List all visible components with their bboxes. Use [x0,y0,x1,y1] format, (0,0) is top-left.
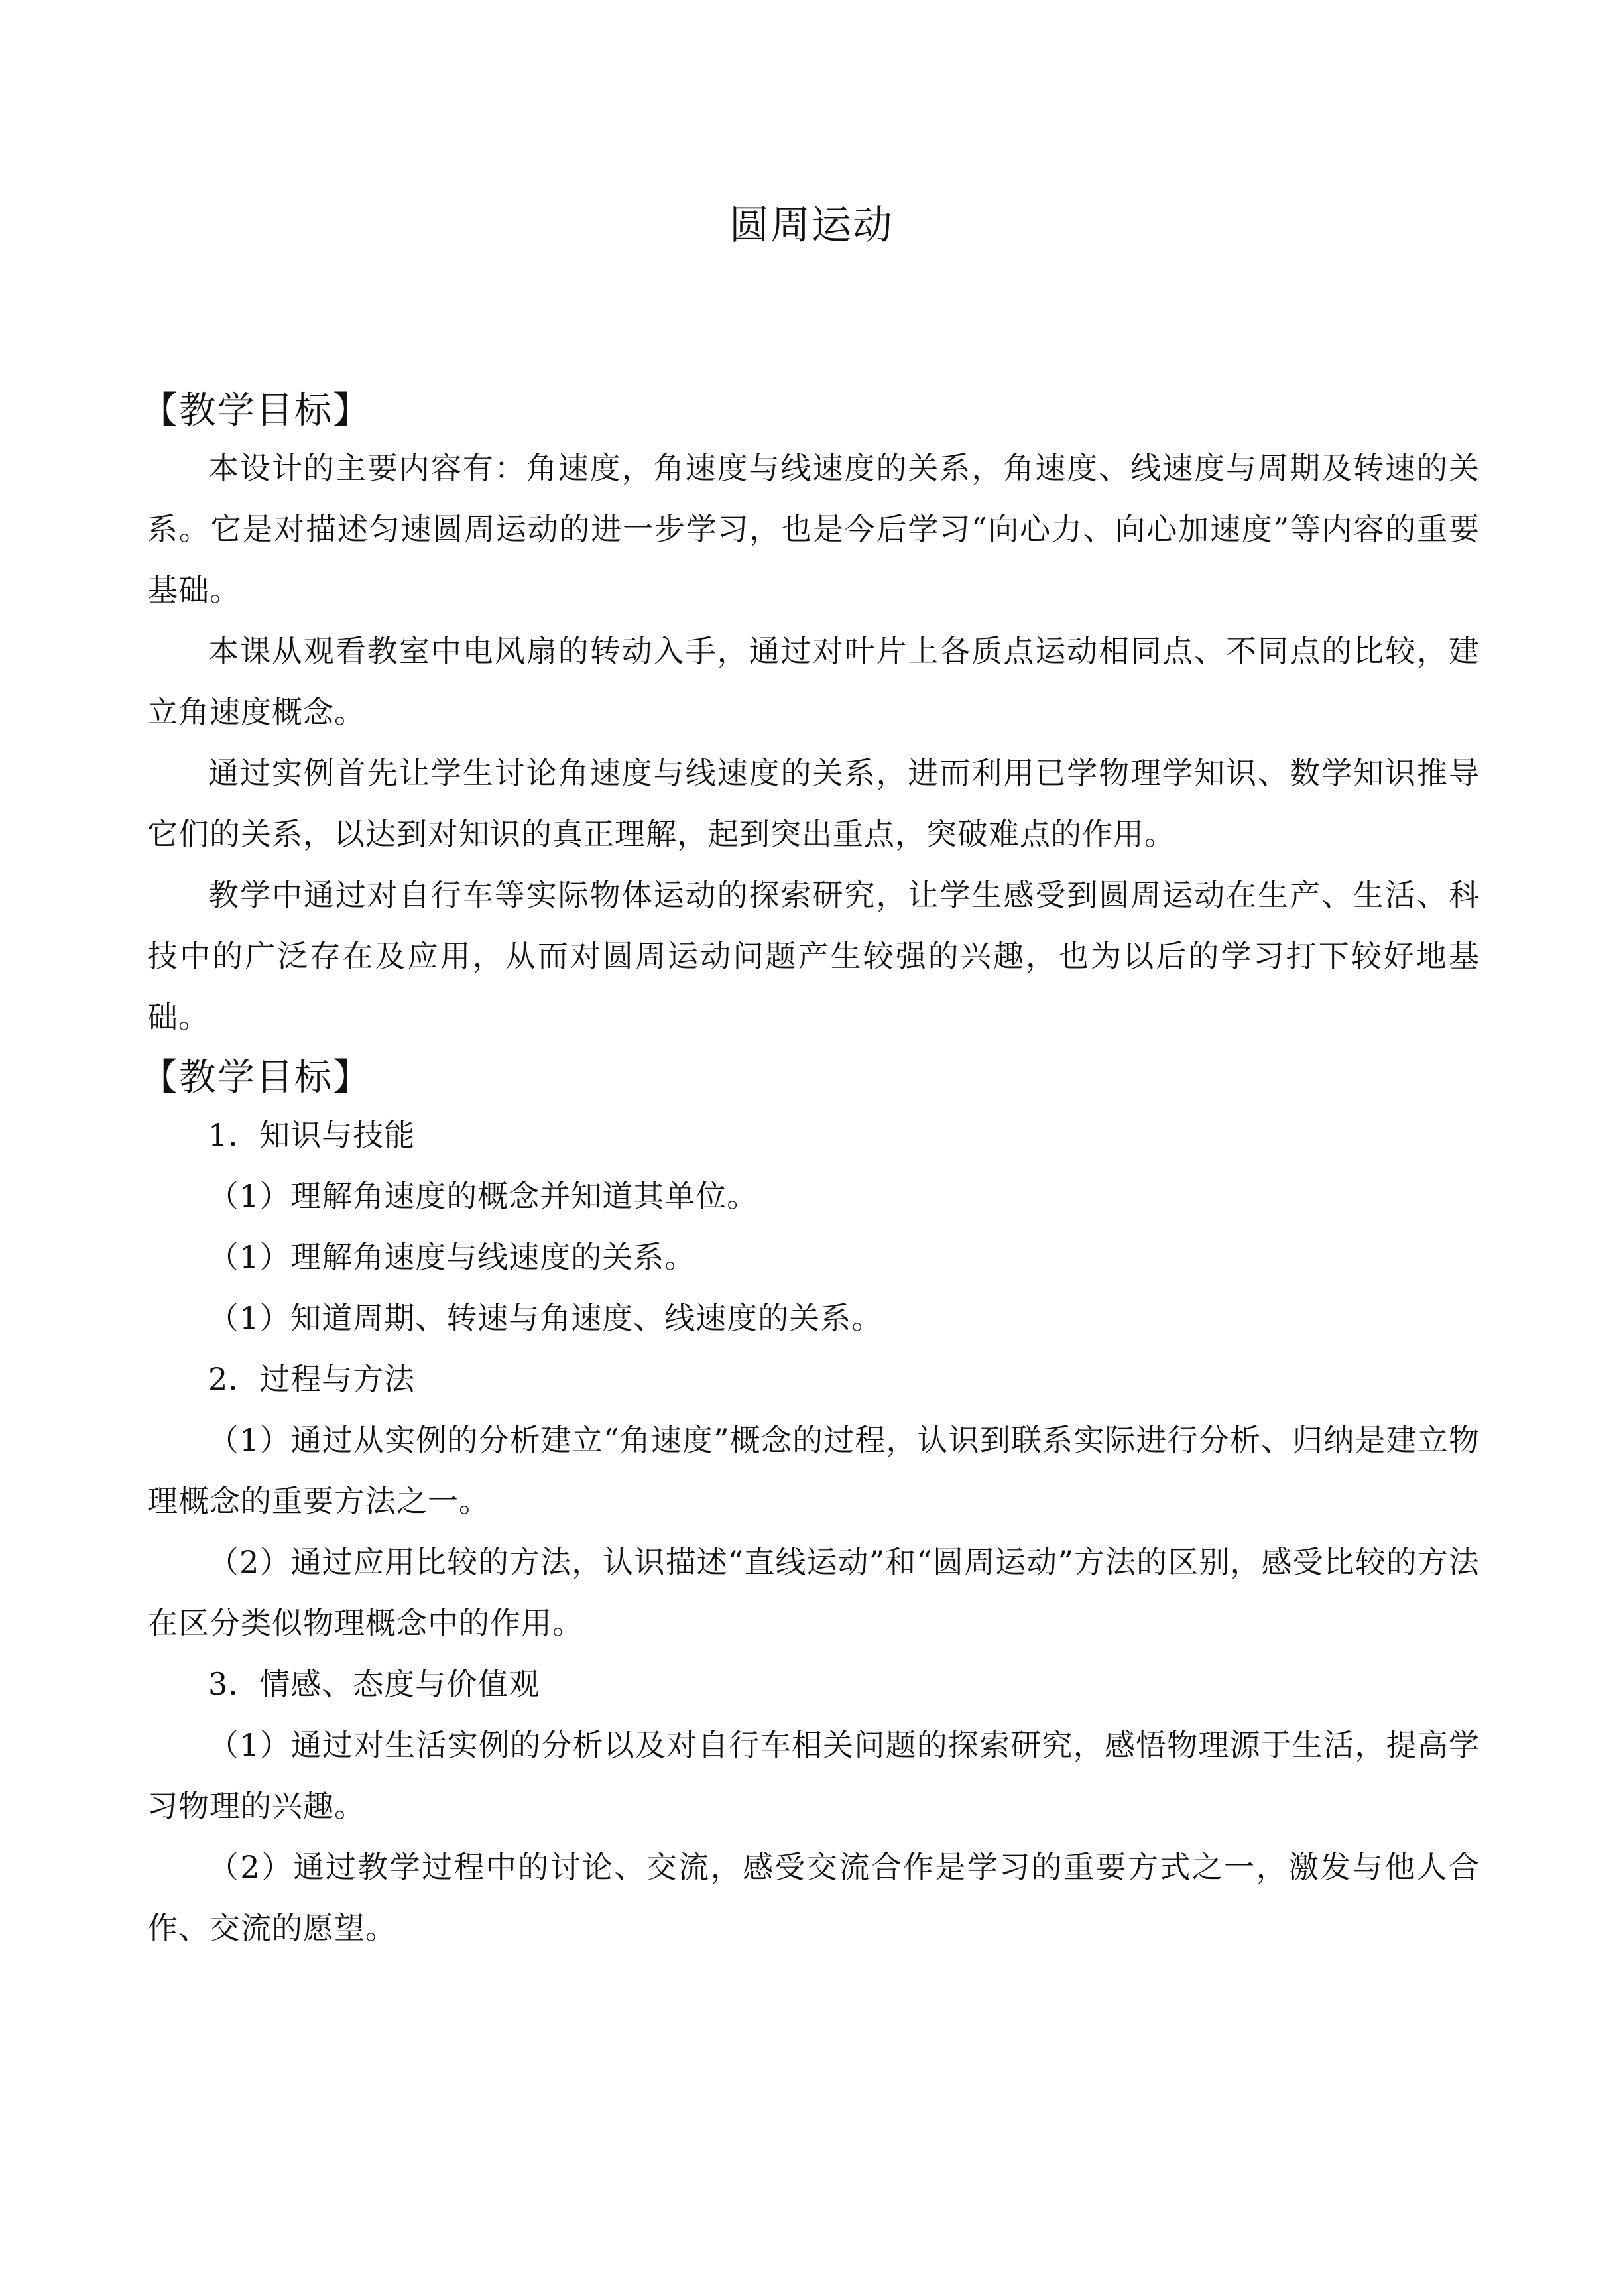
paragraph-fan-intro: 本课从观看教室中电风扇的转动入手，通过对叶片上各质点运动相同点、不同点的比较，建立角速度概念。 [147,633,1480,730]
section-heading-teaching-goals: 【教学目标】 [141,389,371,432]
list-item: （1）知道周期、转速与角速度、线速度的关系。 [208,1300,883,1336]
paragraph-design-content: 本设计的主要内容有：角速度，角速度与线速度的关系，角速度、线速度与周期及转速的关系。它是对描述匀速圆周运动的进一步学习，也是今后学习“向心力、向心加速度”等内容的重要基础。 [147,450,1480,608]
subheading-emotion-values: 3．情感、态度与价值观 [208,1666,540,1702]
section-heading-teaching-goals-2: 【教学目标】 [141,1056,371,1099]
document-title: 圆周运动 [729,202,894,249]
paragraph-bicycle-exploration: 教学中通过对自行车等实际物体运动的探索研究，让学生感受到圆周运动在生产、生活、科技中的广泛存在及应用，从而对圆周运动问题产生较强的兴趣，也为以后的学习打下较好地基础。 [147,877,1480,1035]
list-item: （2）通过应用比较的方法，认识描述“直线运动”和“圆周运动”方法的区别，感受比较的方法在区分类似物理概念中的作用。 [147,1544,1480,1641]
list-item: （1）理解角速度的概念并知道其单位。 [208,1178,758,1214]
list-item: （2）通过教学过程中的讨论、交流，感受交流合作是学习的重要方式之一，激发与他人合作、交流的愿望。 [147,1849,1480,1946]
document-body [141,385,1480,1959]
list-item: （1）理解角速度与线速度的关系。 [208,1239,696,1275]
subheading-knowledge-skills: 1．知识与技能 [208,1117,416,1153]
list-item: （1）通过对生活实例的分析以及对自行车相关问题的探索研究，感悟物理源于生活，提高学习物理的兴趣。 [147,1727,1480,1824]
paragraph-relation-discussion: 通过实例首先让学生讨论角速度与线速度的关系，进而利用已学物理学知识、数学知识推导它们的关系，以达到对知识的真正理解，起到突出重点，突破难点的作用。 [147,755,1480,852]
subheading-process-methods: 2．过程与方法 [208,1361,416,1397]
list-item: （1）通过从实例的分析建立“角速度”概念的过程，认识到联系实际进行分析、归纳是建立物理概念的重要方法之一。 [147,1422,1480,1519]
